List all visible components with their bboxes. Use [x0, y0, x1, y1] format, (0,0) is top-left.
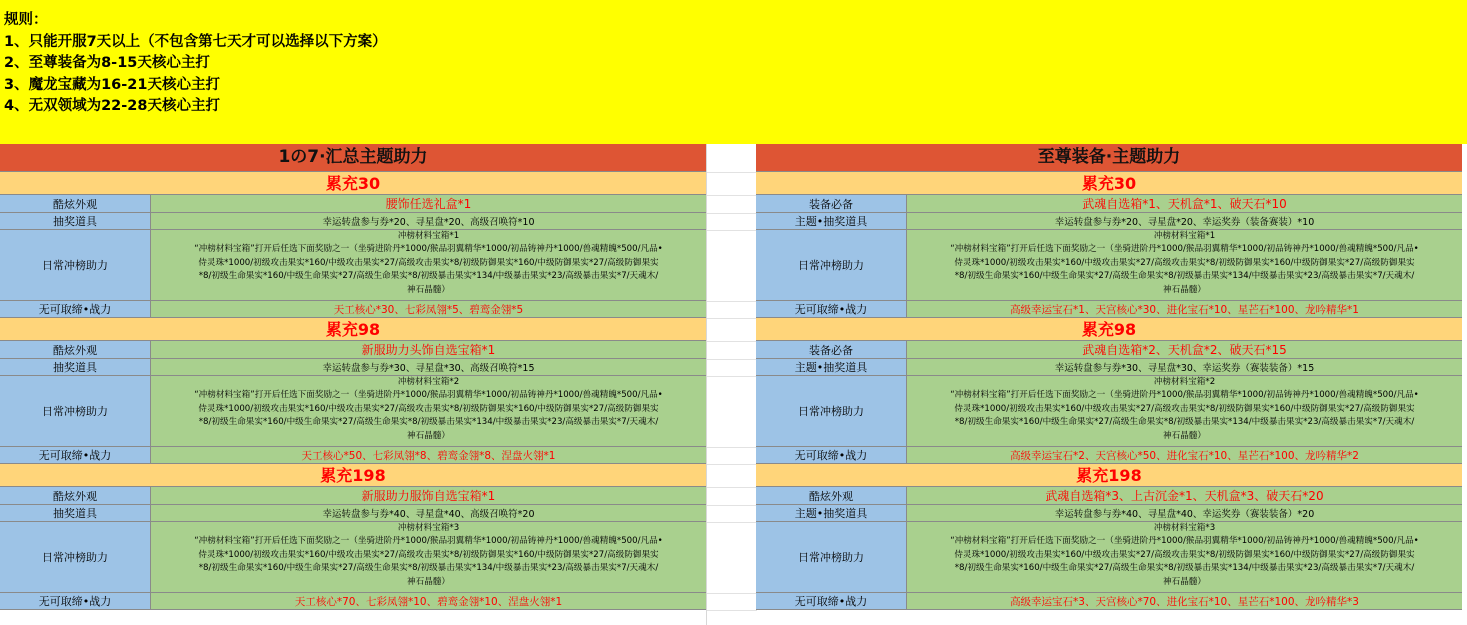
lottery-items: 幸运转盘参与券*40、寻星盘*40、幸运奖券（赛装装备）*20 [907, 505, 1462, 521]
reward-row [0, 341, 706, 359]
tier-header: 累充98 [0, 318, 706, 341]
grid-line [707, 464, 757, 465]
lottery-items: 幸运转盘参与券*20、寻星盘*20、高级召唤符*10 [151, 213, 706, 229]
daily-ranking-text [151, 522, 706, 592]
chest-description-line: “冲榜材料宝箱”打开后任选下面奖励之一（坐骑进阶丹*1000/猴品羽翼精华*1000/初品铸神丹*1000/兽魂精魄*500/凡品• [194, 390, 663, 401]
power-items: 高级幸运宝石*3、天宫核心*70、进化宝石*10、星芒石*100、龙吟精华*3 [907, 593, 1462, 609]
reward-row [0, 505, 706, 522]
grid-line [707, 447, 757, 448]
chest-description-line: 侍灵珠*1000/初级攻击果实*160/中级攻击果实*27/高级攻击果实*8/初级防御果实*160/中级防御果实*27/高级防御果实 [954, 549, 1415, 560]
chest-description-line: *8/初级生命果实*160/中级生命果实*27/高级生命果实*8/初级暴击果实*134/中级暴击果实*23/高级暴击果实*7/天魂木/ [198, 417, 659, 428]
reward-row [0, 593, 706, 610]
lottery-items: 幸运转盘参与券*30、寻星盘*30、高级召唤符*15 [151, 359, 706, 375]
grid-line [707, 505, 757, 506]
chest-description-line: 侍灵珠*1000/初级攻击果实*160/中级攻击果实*27/高级攻击果实*8/初级防御果实*160/中级防御果实*27/高级防御果实 [198, 403, 659, 414]
chest-description-line: *8/初级生命果实*160/中级生命果实*27/高级生命果实*8/初级暴击果实*134/中级暴击果实*23/高级暴击果实*7/天魂木/ [954, 271, 1415, 282]
daily-ranking-text [907, 376, 1462, 446]
chest-description-line: *8/初级生命果实*160/中级生命果实*27/高级生命果实*8/初级暴击果实*134/中级暴击果实*23/高级暴击果实*7/天魂木/ [954, 563, 1415, 574]
rules-box [0, 0, 1467, 144]
chest-description-line: “冲榜材料宝箱”打开后任选下面奖励之一（坐骑进阶丹*1000/猴品羽翼精华*1000/初品铸神丹*1000/兽魂精魄*500/凡品• [950, 390, 1419, 401]
rule-line: 4、无双领域为22-28天核心主打 [4, 98, 220, 114]
grid-line [707, 301, 757, 302]
row-label: 无可取缔•战力 [756, 593, 907, 609]
reward-row [756, 376, 1462, 447]
grid-line [707, 213, 757, 214]
reward-highlight: 新服助力头饰自选宝箱*1 [151, 341, 706, 358]
grid-line [707, 487, 757, 488]
grid-line [707, 318, 757, 319]
chest-name: 冲榜材料宝箱*2 [397, 377, 460, 387]
reward-row [756, 487, 1462, 505]
power-items: 天工核心*70、七彩凤翎*10、碧鸾金翎*10、涅盘火翎*1 [151, 593, 706, 609]
reward-row [756, 505, 1462, 522]
reward-row [756, 213, 1462, 230]
grid-line [707, 359, 757, 360]
panel-title: 1の7·汇总主题助力 [0, 144, 706, 172]
grid-line [707, 341, 757, 342]
reward-row [756, 359, 1462, 376]
panel-title: 至尊装备·主题助力 [756, 144, 1462, 172]
row-label: 抽奖道具 [0, 213, 151, 229]
reward-highlight: 武魂自选箱*3、上古沉金*1、天机盒*3、破天石*20 [907, 487, 1462, 504]
row-label: 主题•抽奖道具 [756, 505, 907, 521]
lottery-items: 幸运转盘参与券*20、寻星盘*20、幸运奖券（装备赛装）*10 [907, 213, 1462, 229]
reward-highlight: 武魂自选箱*2、天机盒*2、破天石*15 [907, 341, 1462, 358]
chest-description-line: 神石晶髓） [1163, 576, 1206, 587]
row-label: 无可取缔•战力 [756, 301, 907, 317]
chest-description-line: 神石晶髓） [1163, 430, 1206, 441]
chest-description-line: “冲榜材料宝箱”打开后任选下面奖励之一（坐骑进阶丹*1000/猴品羽翼精华*1000/初品铸神丹*1000/兽魂精魄*500/凡品• [950, 536, 1419, 547]
power-items: 高级幸运宝石*2、天宫核心*50、进化宝石*10、星芒石*100、龙吟精华*2 [907, 447, 1462, 463]
reward-row [0, 376, 706, 447]
row-label: 日常冲榜助力 [756, 376, 907, 446]
tier-header: 累充198 [0, 464, 706, 487]
tier-header: 累充98 [756, 318, 1462, 341]
chest-name: 冲榜材料宝箱*1 [397, 231, 460, 241]
row-label: 日常冲榜助力 [0, 376, 151, 446]
reward-row [0, 359, 706, 376]
reward-row [0, 195, 706, 213]
chest-description-line: 侍灵珠*1000/初级攻击果实*160/中级攻击果实*27/高级攻击果实*8/初级防御果实*160/中级防御果实*27/高级防御果实 [198, 257, 659, 268]
reward-row [756, 593, 1462, 610]
reward-highlight: 武魂自选箱*1、天机盒*1、破天石*10 [907, 195, 1462, 212]
row-label: 酷炫外观 [0, 341, 151, 358]
column-gap [706, 144, 757, 625]
row-label: 抽奖道具 [0, 505, 151, 521]
row-label: 无可取缔•战力 [756, 447, 907, 463]
row-label: 日常冲榜助力 [756, 522, 907, 592]
chest-name: 冲榜材料宝箱*3 [397, 523, 460, 533]
reward-row [0, 301, 706, 318]
tier-header: 累充198 [756, 464, 1462, 487]
grid-line [707, 593, 757, 594]
reward-row [756, 301, 1462, 318]
reward-highlight: 新服助力服饰自选宝箱*1 [151, 487, 706, 504]
row-label: 主题•抽奖道具 [756, 213, 907, 229]
daily-ranking-text [907, 230, 1462, 300]
reward-row [756, 522, 1462, 593]
reward-row [756, 230, 1462, 301]
chest-description-line: “冲榜材料宝箱”打开后任选下面奖励之一（坐骑进阶丹*1000/猴品羽翼精华*1000/初品铸神丹*1000/兽魂精魄*500/凡品• [194, 536, 663, 547]
power-items: 高级幸运宝石*1、天宫核心*30、进化宝石*10、星芒石*100、龙吟精华*1 [907, 301, 1462, 317]
reward-row [0, 213, 706, 230]
grid-line [707, 522, 757, 523]
reward-row [756, 195, 1462, 213]
chest-description-line: 神石晶髓） [1163, 284, 1206, 295]
daily-ranking-text [151, 376, 706, 446]
reward-row [0, 487, 706, 505]
row-label: 无可取缔•战力 [0, 301, 151, 317]
lottery-items: 幸运转盘参与券*40、寻星盘*40、高级召唤符*20 [151, 505, 706, 521]
tier-header: 累充30 [756, 172, 1462, 195]
panel-supreme-equipment [756, 144, 1462, 625]
row-label: 酷炫外观 [756, 487, 907, 504]
rules-heading: 规则： [4, 12, 48, 28]
rule-line: 1、只能开服7天以上（不包含第七天才可以选择以下方案） [4, 33, 387, 50]
reward-highlight: 腰饰任选礼盒*1 [151, 195, 706, 212]
chest-description-line: 神石晶髓） [407, 430, 450, 441]
row-label: 装备必备 [756, 341, 907, 358]
chest-description-line: 侍灵珠*1000/初级攻击果实*160/中级攻击果实*27/高级攻击果实*8/初级防御果实*160/中级防御果实*27/高级防御果实 [954, 403, 1415, 414]
reward-row [756, 341, 1462, 359]
reward-row [0, 447, 706, 464]
chest-description-line: 侍灵珠*1000/初级攻击果实*160/中级攻击果实*27/高级攻击果实*8/初级防御果实*160/中级防御果实*27/高级防御果实 [198, 549, 659, 560]
chest-description-line: “冲榜材料宝箱”打开后任选下面奖励之一（坐骑进阶丹*1000/猴品羽翼精华*1000/初品铸神丹*1000/兽魂精魄*500/凡品• [950, 244, 1419, 255]
rule-line: 3、魔龙宝藏为16-21天核心主打 [4, 76, 220, 93]
chest-description-line: 神石晶髓） [407, 284, 450, 295]
power-items: 天工核心*30、七彩凤翎*5、碧鸾金翎*5 [151, 301, 706, 317]
chest-description-line: *8/初级生命果实*160/中级生命果实*27/高级生命果实*8/初级暴击果实*134/中级暴击果实*23/高级暴击果实*7/天魂木/ [954, 417, 1415, 428]
row-label: 日常冲榜助力 [756, 230, 907, 300]
reward-row [0, 522, 706, 593]
chest-description-line: 神石晶髓） [407, 576, 450, 587]
lottery-items: 幸运转盘参与券*30、寻星盘*30、幸运奖券（赛装装备）*15 [907, 359, 1462, 375]
power-items: 天工核心*50、七彩凤翎*8、碧鸾金翎*8、涅盘火翎*1 [151, 447, 706, 463]
grid-line [707, 230, 757, 231]
daily-ranking-text [907, 522, 1462, 592]
chest-name: 冲榜材料宝箱*1 [1153, 231, 1216, 241]
reward-row [756, 447, 1462, 464]
row-label: 日常冲榜助力 [0, 522, 151, 592]
rule-line: 2、至尊装备为8-15天核心主打 [4, 55, 210, 71]
chest-description-line: *8/初级生命果实*160/中级生命果实*27/高级生命果实*8/初级暴击果实*134/中级暴击果实*23/高级暴击果实*7/天魂木/ [198, 271, 659, 282]
grid-line [707, 195, 757, 196]
row-label: 无可取缔•战力 [0, 593, 151, 609]
panel-summary-theme [0, 144, 706, 625]
row-label: 装备必备 [756, 195, 907, 212]
chest-description-line: *8/初级生命果实*160/中级生命果实*27/高级生命果实*8/初级暴击果实*134/中级暴击果实*23/高级暴击果实*7/天魂木/ [198, 563, 659, 574]
row-label: 主题•抽奖道具 [756, 359, 907, 375]
grid-line [707, 376, 757, 377]
tier-header: 累充30 [0, 172, 706, 195]
chest-description-line: 侍灵珠*1000/初级攻击果实*160/中级攻击果实*27/高级攻击果实*8/初级防御果实*160/中级防御果实*27/高级防御果实 [954, 257, 1415, 268]
chest-description-line: “冲榜材料宝箱”打开后任选下面奖励之一（坐骑进阶丹*1000/猴品羽翼精华*1000/初品铸神丹*1000/兽魂精魄*500/凡品• [194, 244, 663, 255]
chest-name: 冲榜材料宝箱*3 [1153, 523, 1216, 533]
chest-name: 冲榜材料宝箱*2 [1153, 377, 1216, 387]
row-label: 酷炫外观 [0, 487, 151, 504]
grid-line [707, 172, 757, 173]
row-label: 日常冲榜助力 [0, 230, 151, 300]
row-label: 无可取缔•战力 [0, 447, 151, 463]
grid-line [707, 610, 757, 611]
reward-row [0, 230, 706, 301]
daily-ranking-text [151, 230, 706, 300]
row-label: 抽奖道具 [0, 359, 151, 375]
row-label: 酷炫外观 [0, 195, 151, 212]
